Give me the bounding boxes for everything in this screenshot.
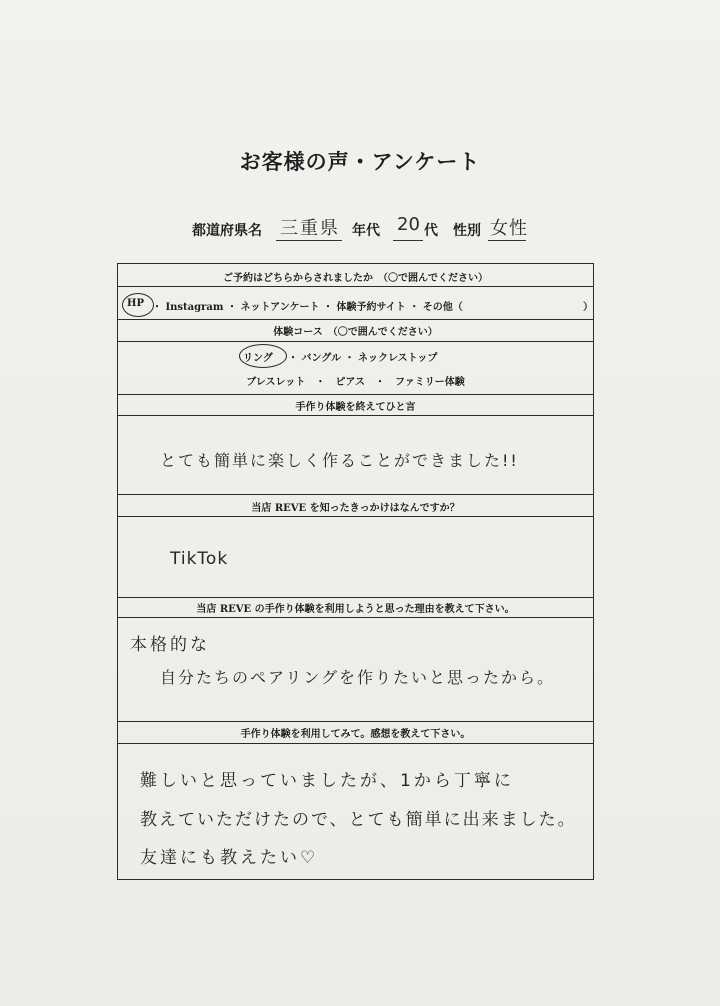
trigger-header: 当店 REVE を知ったきっかけはなんですか？ <box>251 503 460 514</box>
course-option-ring[interactable]: リング <box>243 353 273 364</box>
divider <box>118 286 593 287</box>
impression-answer-line2: 教えていただけたので、とても簡単に出来ました。 <box>140 810 577 830</box>
comment-answer: とても簡単に楽しく作ることができました!! <box>160 451 519 470</box>
info-row <box>0 214 720 244</box>
reason-answer-line2: 自分たちのペアリングを作りたいと思ったから。 <box>160 668 556 687</box>
reason-answer-line1: 本格的な <box>130 635 210 655</box>
divider <box>118 617 593 618</box>
gender-value: 女性 <box>490 218 528 239</box>
comment-header: 手作り体験を終えてひと言 <box>295 402 416 413</box>
course-options-row2[interactable]: ブレスレット ・ ピアス ・ ファミリー体験 <box>246 377 465 388</box>
age-underline <box>393 240 423 241</box>
course-header: 体験コース （〇で囲んでください） <box>273 327 438 338</box>
trigger-answer: TikTok <box>170 549 229 569</box>
booking-header: ご予約はどちらからされましたか （〇で囲んでください） <box>223 273 488 284</box>
booking-option-hp[interactable]: HP <box>127 298 144 309</box>
impression-answer-line1: 難しいと思っていましたが、1から丁寧に <box>140 771 514 791</box>
age-suffix: 代 <box>424 223 438 239</box>
divider <box>118 319 593 320</box>
prefecture-label: 都道府県名 <box>192 223 262 239</box>
age-value: 20 <box>397 214 420 235</box>
prefecture-underline <box>276 240 342 241</box>
prefecture-value: 三重県 <box>280 218 340 239</box>
gender-label: 性別 <box>453 223 481 239</box>
page-title: お客様の声・アンケート <box>239 149 481 174</box>
survey-form <box>117 263 594 880</box>
gender-underline <box>488 240 526 241</box>
booking-options[interactable]: ・ Instagram ・ ネットアンケート ・ 体験予約サイト ・ その他（ <box>152 302 463 313</box>
divider <box>118 394 593 395</box>
impression-answer-line3: 友達にも教えたい♡ <box>140 848 319 868</box>
age-label: 年代 <box>352 223 380 239</box>
divider <box>118 494 593 495</box>
divider <box>118 415 593 416</box>
divider <box>118 597 593 598</box>
divider <box>118 341 593 342</box>
divider <box>118 516 593 517</box>
divider <box>118 743 593 744</box>
course-options-row1[interactable]: ・ バングル ・ ネックレストップ <box>288 353 438 364</box>
booking-close-paren: ） <box>583 302 593 313</box>
impression-header: 手作り体験を利用してみて。感想を教えて下さい。 <box>240 729 471 740</box>
divider <box>118 721 593 722</box>
reason-header: 当店 REVE の手作り体験を利用しようと思った理由を教えて下さい。 <box>196 604 515 615</box>
